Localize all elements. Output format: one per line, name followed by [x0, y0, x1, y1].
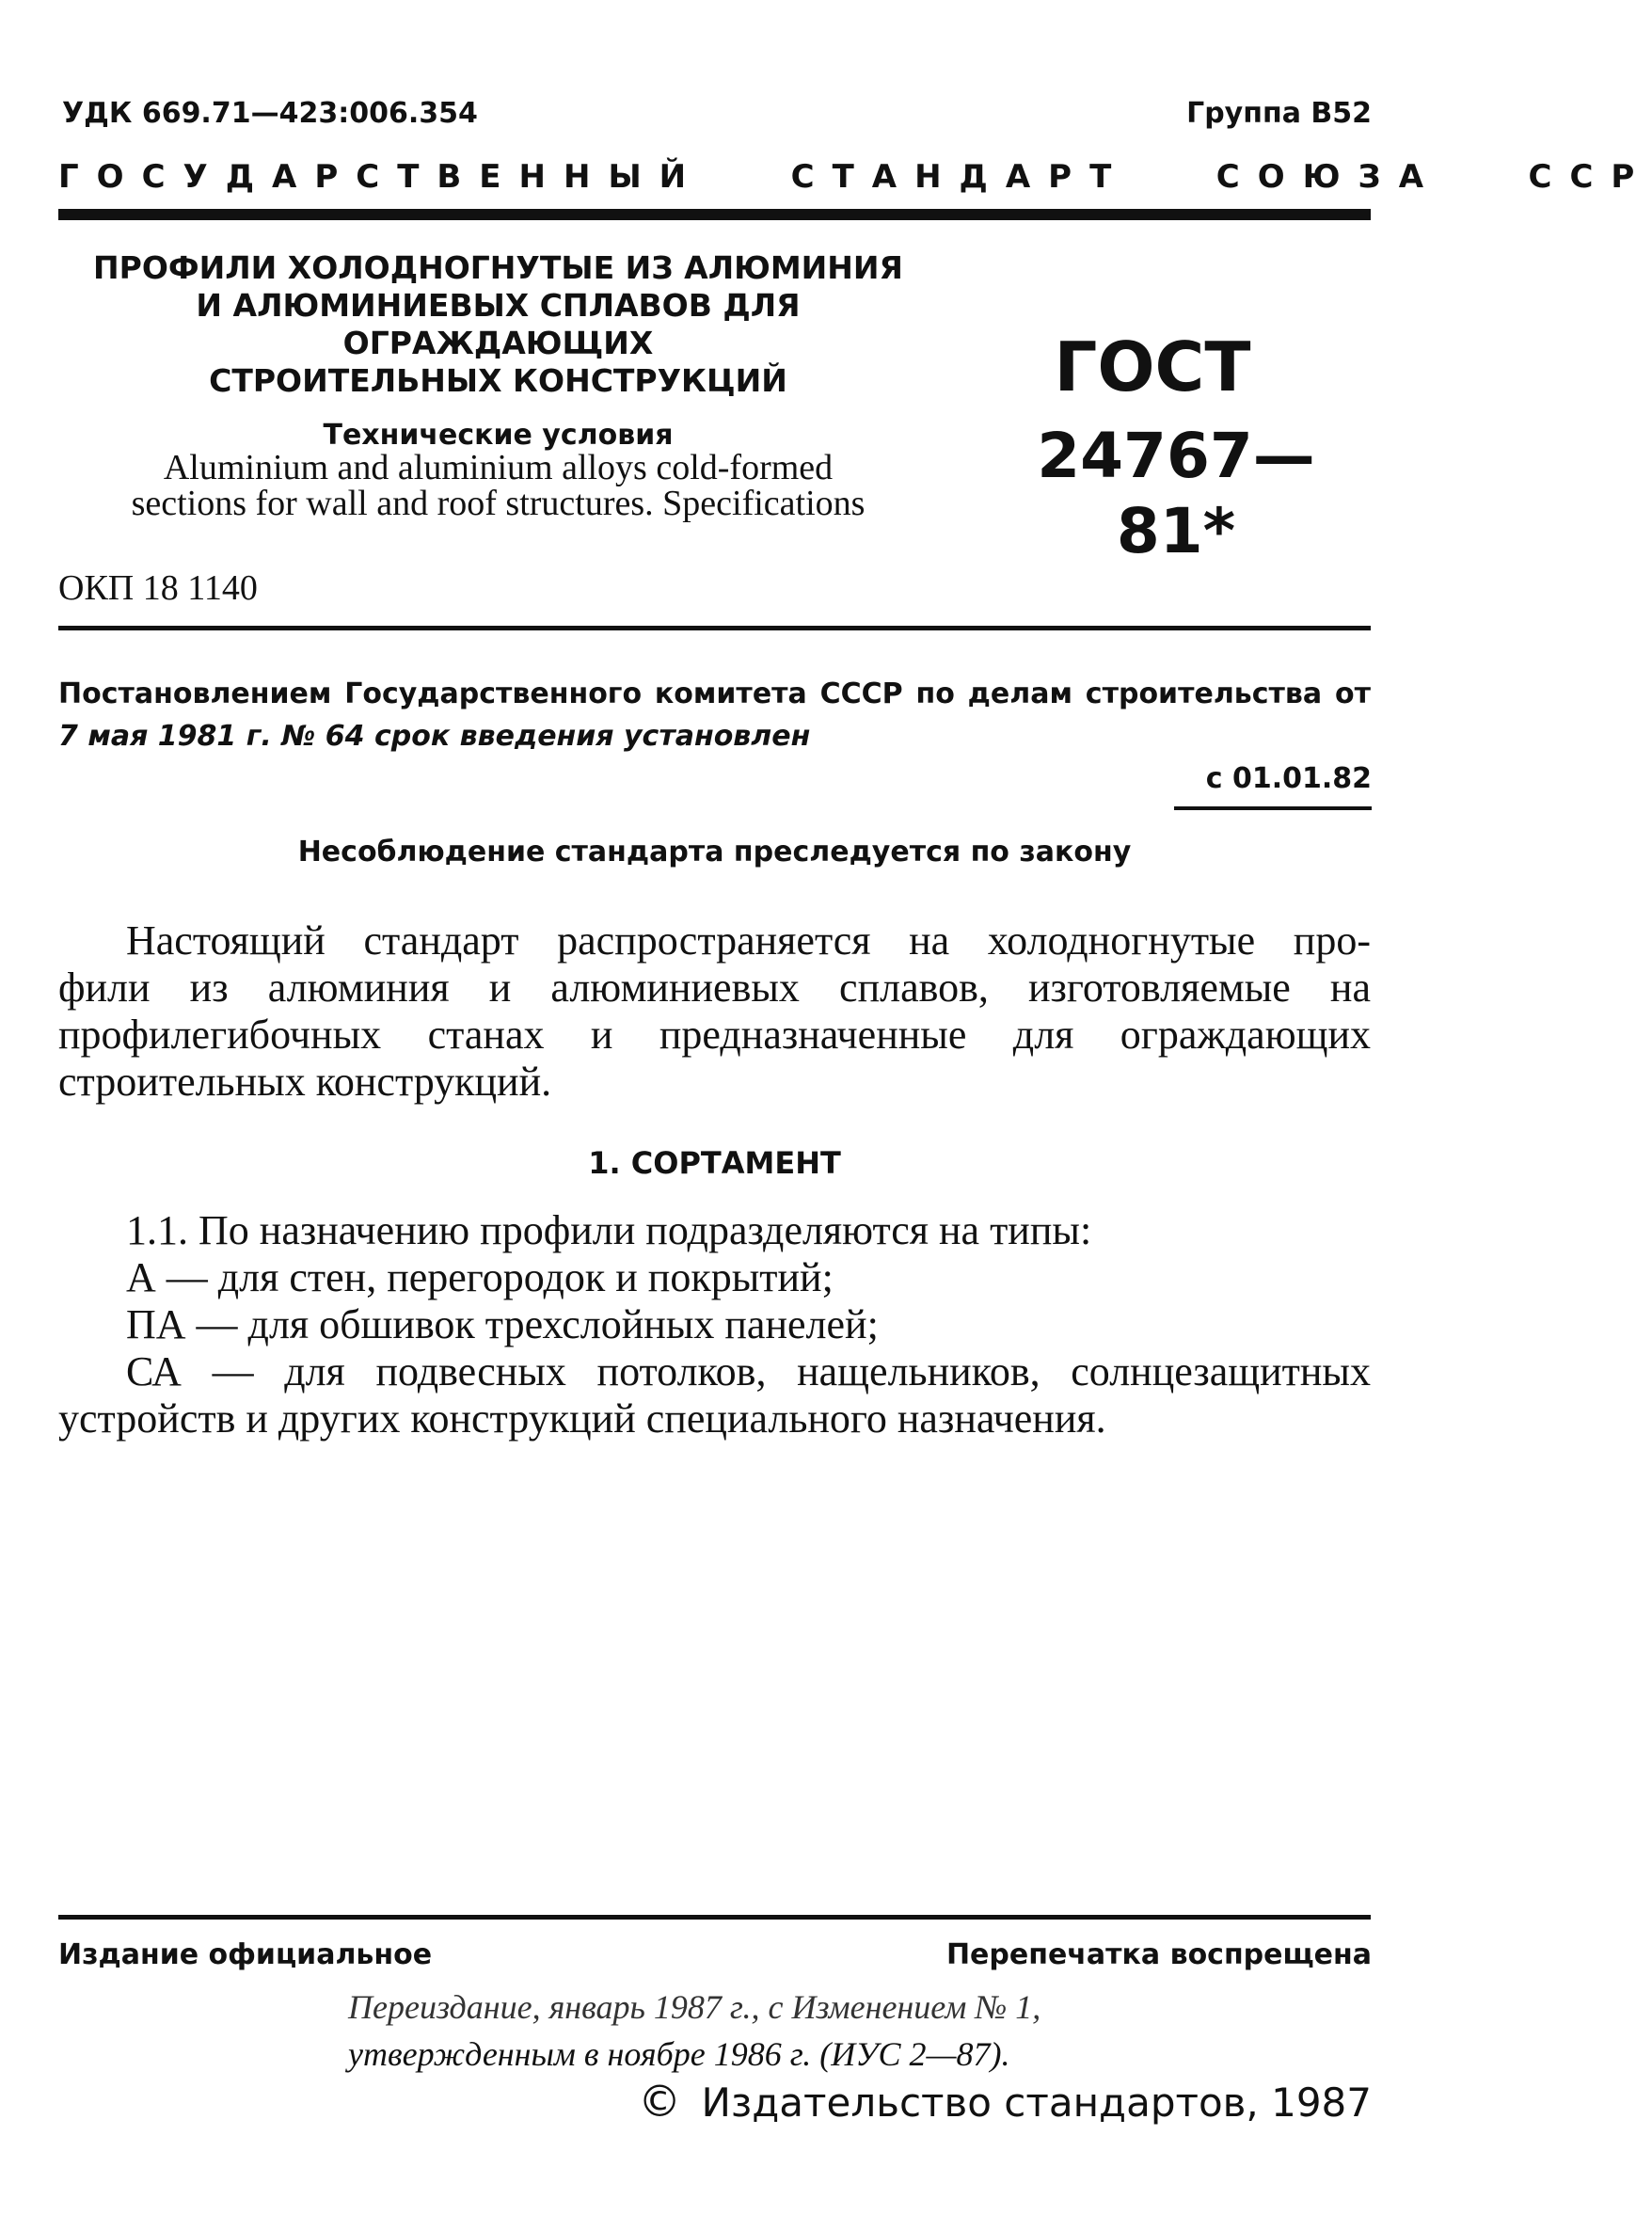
- effective-date: с 01.01.82: [1205, 762, 1372, 795]
- state-standard-heading: ГОСУДАРСТВЕННЫЙ СТАНДАРТ СОЮЗА ССР: [58, 158, 1652, 196]
- effective-date-rule: [1174, 806, 1372, 810]
- english-title-line-1: Aluminium and aluminium alloys cold-formed: [163, 448, 834, 487]
- reissue-line-1: Переиздание, январь 1987 г., с Изменением № 1,: [348, 1988, 1041, 2026]
- section-line-3: ПА — для обшивок трехслойных панелей;: [126, 1301, 879, 1347]
- copyright: [638, 2075, 1372, 2129]
- gost-label: ГОСТ: [1054, 327, 1251, 406]
- group-code: Группа В52: [1186, 97, 1372, 130]
- section-heading: 1. СОРТАМЕНТ: [588, 1145, 841, 1181]
- official-edition: Издание официальное: [58, 1938, 433, 1971]
- intro-paragraph: [58, 917, 1371, 1106]
- section-line-1: 1.1. По назначению профили подразделяются на типы:: [126, 1207, 1092, 1253]
- intro-line-2: фили из алюминия и алюминиевых сплавов, изготовляемые на: [58, 964, 1371, 1011]
- copyright-icon: ©: [638, 2076, 682, 2127]
- header-thick-rule: [58, 209, 1371, 220]
- udk-code: УДК 669.71—423:006.354: [62, 97, 478, 130]
- footer-rule: [58, 1915, 1371, 1920]
- english-title-line-2: sections for wall and roof structures. Specifications: [131, 484, 866, 523]
- english-title: [58, 450, 938, 521]
- legal-warning: Несоблюдение стандарта преследуется по закону: [297, 836, 1132, 868]
- decree-line-2: 7 мая 1981 г. № 64 срок введения установлен: [58, 720, 811, 753]
- section-line-5: устройств и других конструкций специального назначения.: [58, 1395, 1106, 1442]
- reissue-line-2: утвержденным в ноябре 1986 г. (ИУС 2—87).: [348, 2035, 1010, 2073]
- publisher-line: Издательство стандартов, 1987: [701, 2080, 1372, 2126]
- intro-line-1: Настоящий стандарт распространяется на холодногнутые про-: [126, 917, 1371, 964]
- okp-rule: [58, 626, 1371, 630]
- reissue-note: [348, 1984, 1040, 2078]
- title-subtitle: Технические условия: [323, 419, 674, 452]
- title-line-2: И АЛЮМИНИЕВЫХ СПЛАВОВ ДЛЯ ОГРАЖДАЮЩИХ: [196, 287, 801, 361]
- reprint-notice: Перепечатка воспрещена: [945, 1938, 1372, 1971]
- intro-line-4: строительных конструкций.: [58, 1059, 552, 1105]
- section-line-2: А — для стен, перегородок и покрытий;: [126, 1254, 834, 1300]
- okp-code: ОКП 18 1140: [58, 568, 258, 608]
- title-line-1: ПРОФИЛИ ХОЛОДНОГНУТЫЕ ИЗ АЛЮМИНИЯ: [93, 249, 903, 286]
- title-line-3: СТРОИТЕЛЬНЫХ КОНСТРУКЦИЙ: [209, 362, 787, 399]
- gost-number: 24767—81*: [1037, 420, 1315, 567]
- section-1-body: [58, 1207, 1371, 1442]
- decree-line-1: Постановлением Государственного комитета СССР по делам строительства от: [58, 677, 1371, 710]
- section-line-4: СА — для подвесных потолков, нащельников, солнцезащитных: [126, 1348, 1371, 1394]
- intro-line-3: профилегибочных станах и предназначенные для ограждающих: [58, 1012, 1371, 1058]
- title-block: [58, 249, 938, 454]
